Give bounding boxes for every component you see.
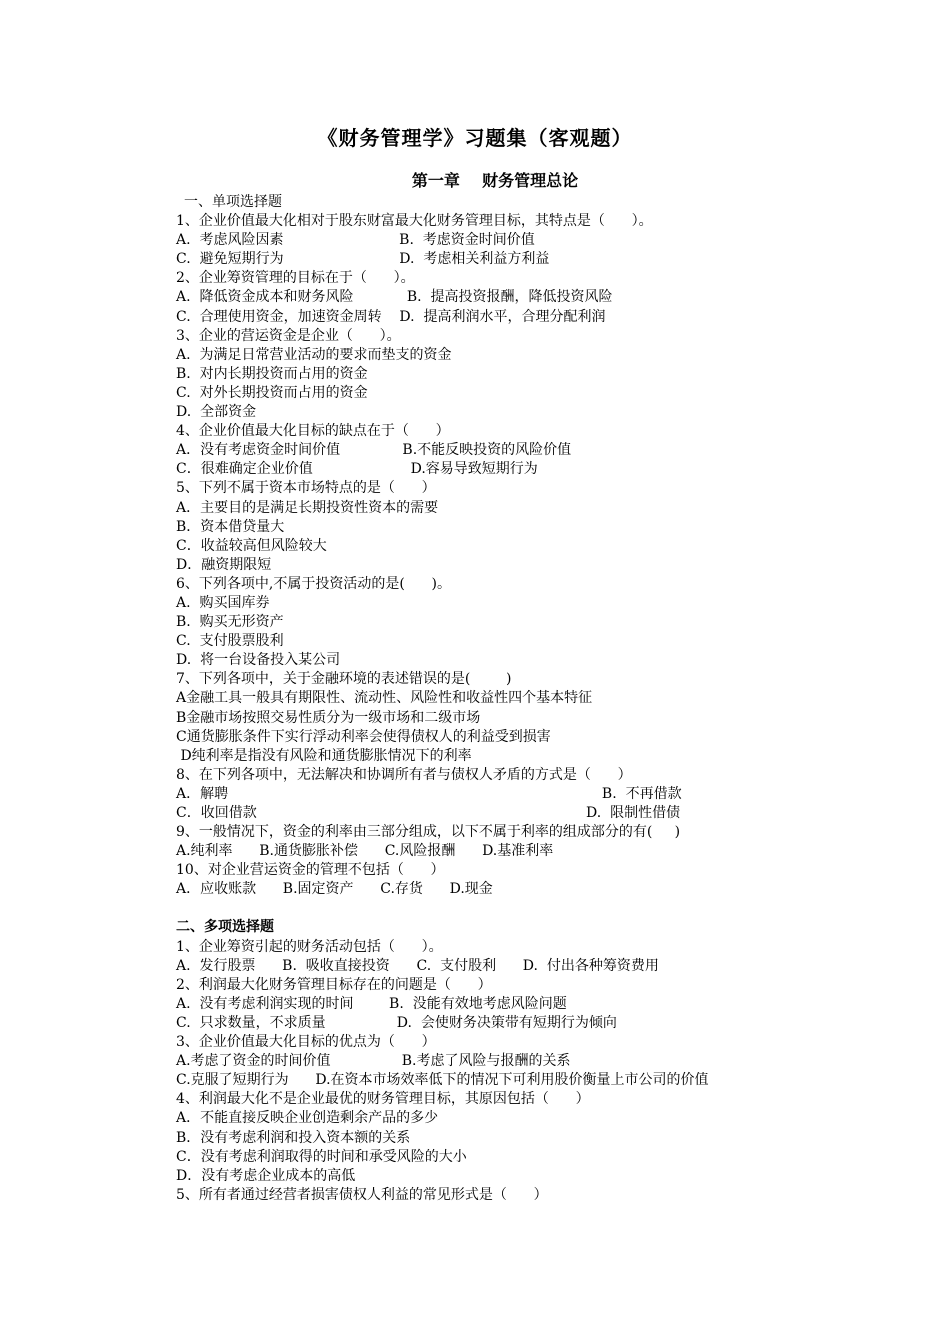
question-line: 3、企业的营运资金是企业（ ）。 bbox=[176, 327, 401, 344]
question-line: 6、下列各项中,不属于投资活动的是( )。 bbox=[176, 575, 451, 592]
option-line: D纯利率是指没有风险和通货膨胀情况下的利率 bbox=[176, 747, 472, 764]
option-line: A.纯利率 B.通货膨胀补偿 C.风险报酬 D.基准利率 bbox=[176, 843, 554, 860]
option-line: B. 购买无形资产 bbox=[176, 614, 284, 631]
option-line: A. 发行股票 B. 吸收直接投资 C. 支付股利 D. 付出各种筹资费用 bbox=[176, 957, 659, 974]
question-line: 4、企业价值最大化目标的缺点在于（ ） bbox=[176, 423, 450, 440]
option-line: A.考虑了资金的时间价值 B.考虑了风险与报酬的关系 bbox=[176, 1053, 571, 1070]
option-line: D. 全部资金 bbox=[176, 404, 257, 421]
question-line: 8、在下列各项中，无法解决和协调所有者与债权人矛盾的方式是（ ） bbox=[176, 766, 632, 783]
question-line: 10、对企业营运资金的管理不包括（ ） bbox=[176, 862, 445, 879]
question-body bbox=[176, 193, 836, 1205]
option-line: C．很难确定企业价值 D.容易导致短期行为 bbox=[176, 461, 538, 478]
option-line: A．应收账款 B.固定资产 C.存货 D.现金 bbox=[176, 881, 493, 898]
option-line: A．不能直接反映企业创造剩余产品的多少 bbox=[176, 1110, 439, 1127]
section-heading-multiple-choice: 二、多项选择题 bbox=[176, 919, 274, 936]
question-line: 2、利润最大化财务管理目标存在的问题是（ ） bbox=[176, 976, 492, 993]
question-line: 5、下列不属于资本市场特点的是（ ） bbox=[176, 480, 436, 497]
section-spacer bbox=[176, 899, 836, 918]
question-line: 2、企业筹资管理的目标在于（ ）。 bbox=[176, 270, 415, 287]
question-line: 5、所有者通过经营者损害债权人利益的常见形式是（ ） bbox=[176, 1186, 548, 1203]
option-line: C. 避免短期行为 D. 考虑相关利益方利益 bbox=[176, 251, 550, 268]
chapter-title: 第一章 财务管理总论 bbox=[411, 171, 579, 190]
option-line: C. 支付股票股利 bbox=[176, 633, 284, 650]
option-line: C通货膨胀条件下实行浮动利率会使得债权人的利益受到损害 bbox=[176, 728, 551, 745]
question-line: 9、一般情况下，资金的利率由三部分组成，以下不属于利率的组成部分的有( ) bbox=[176, 824, 681, 841]
section-heading-single-choice: 一、单项选择题 bbox=[184, 194, 282, 210]
document-title: 《财务管理学》习题集（客观题） bbox=[317, 126, 633, 150]
option-line: C．没有考虑利润取得的时间和承受风险的大小 bbox=[176, 1148, 467, 1165]
option-line: C．收回借款 D. 限制性借债 bbox=[176, 805, 681, 821]
option-line: A. 为满足日常营业活动的要求而垫支的资金 bbox=[176, 346, 452, 363]
option-line: A．解聘 B. 不再借款 bbox=[176, 785, 682, 802]
option-line: A. 没有考虑利润实现的时间 B. 没能有效地考虑风险问题 bbox=[176, 995, 567, 1012]
option-line: C. 合理使用资金，加速资金周转 D. 提高利润水平，合理分配利润 bbox=[176, 308, 606, 325]
option-line: A. 考虑风险因素 B. 考虑资金时间价值 bbox=[176, 232, 535, 249]
option-line: C. 对外长期投资而占用的资金 bbox=[176, 384, 368, 401]
option-line: B金融市场按照交易性质分为一级市场和二级市场 bbox=[176, 709, 481, 726]
option-line: C. 只求数量，不求质量 D. 会使财务决策带有短期行为倾向 bbox=[176, 1014, 617, 1031]
option-line: A金融工具一般具有期限性、流动性、风险性和收益性四个基本特征 bbox=[176, 690, 593, 707]
option-line: A. 降低资金成本和财务风险 B. 提高投资报酬，降低投资风险 bbox=[176, 289, 613, 306]
option-line: B．没有考虑利润和投入资本额的关系 bbox=[176, 1129, 411, 1146]
question-line: 7、下列各项中，关于金融环境的表述错误的是( ) bbox=[176, 671, 512, 688]
option-line: A. 购买国库券 bbox=[176, 594, 270, 611]
option-line: B. 对内长期投资而占用的资金 bbox=[176, 365, 368, 382]
option-line: A．没有考虑资金时间价值 B.不能反映投资的风险价值 bbox=[176, 442, 572, 459]
option-line: C.克服了短期行为 D.在资本市场效率低下的情况下可利用股价衡量上市公司的价值 bbox=[176, 1072, 709, 1089]
question-line: 1、企业筹资引起的财务活动包括（ ）。 bbox=[176, 938, 443, 955]
option-line: A．主要目的是满足长期投资性资本的需要 bbox=[176, 499, 439, 516]
question-line: 1、企业价值最大化相对于股东财富最大化财务管理目标，其特点是（ ）。 bbox=[176, 213, 653, 230]
option-line: D. 将一台设备投入某公司 bbox=[176, 652, 341, 669]
question-line: 4、利润最大化不是企业最优的财务管理目标，其原因包括（ ） bbox=[176, 1091, 590, 1108]
option-line: D．融资期限短 bbox=[176, 556, 272, 573]
option-line: B．资本借贷量大 bbox=[176, 518, 285, 535]
option-line: C．收益较高但风险较大 bbox=[176, 537, 327, 554]
option-line: D．没有考虑企业成本的高低 bbox=[176, 1167, 356, 1184]
question-line: 3、企业价值最大化目标的优点为（ ） bbox=[176, 1034, 436, 1051]
